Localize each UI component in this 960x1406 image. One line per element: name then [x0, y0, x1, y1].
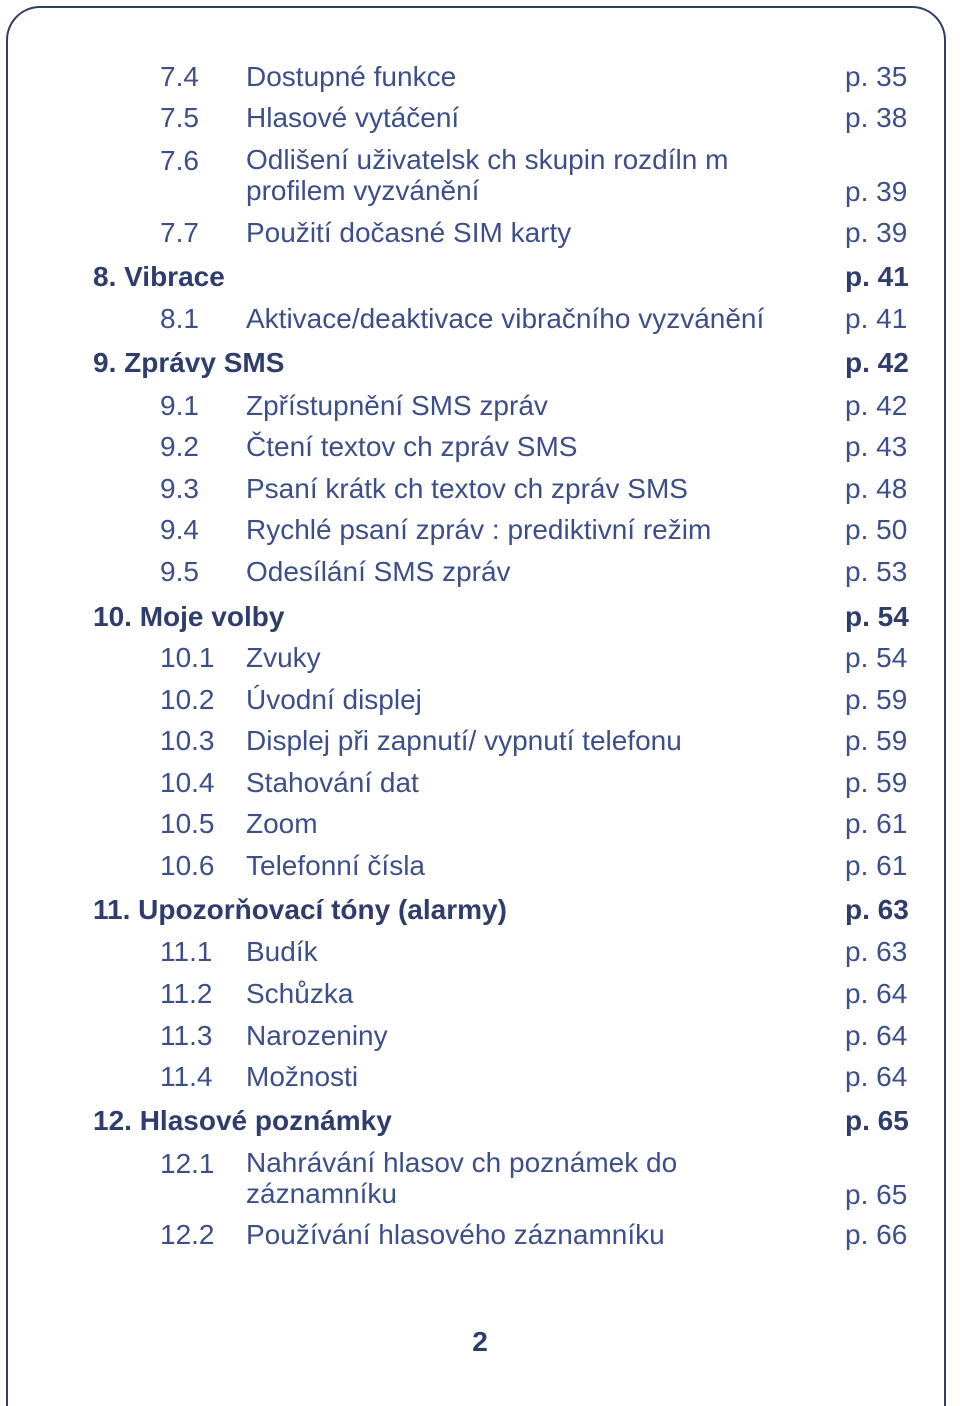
- toc-chapter-title: 12. Hlasové poznámky: [93, 1105, 392, 1136]
- toc-entry-title: Používání hlasového záznamníku: [246, 1219, 665, 1250]
- toc-entry-7-6[interactable]: [0, 144, 960, 216]
- toc-chapter-11[interactable]: [0, 893, 960, 933]
- toc-entry-title: Zvuky: [246, 642, 321, 673]
- toc-entry-page: p. 59: [845, 767, 908, 798]
- toc-entry-number: 9.1: [160, 390, 199, 421]
- toc-entry-page: p. 61: [845, 808, 908, 839]
- toc-entry-number: 11.2: [160, 978, 213, 1009]
- toc-entry-page: p. 41: [845, 303, 908, 334]
- toc-entry-number: 10.3: [160, 725, 215, 756]
- toc-entry-number: 10.2: [160, 684, 215, 715]
- toc-entry-title: Odesílání SMS zpráv: [246, 556, 511, 587]
- toc-entry-title: Hlasové vytáčení: [246, 102, 460, 133]
- toc-entry-9-1[interactable]: [0, 389, 960, 429]
- toc-entry-number: 12.1: [160, 1148, 215, 1179]
- toc-entry-title: Zpřístupnění SMS zpráv: [246, 390, 548, 421]
- toc-entry-10-2[interactable]: [0, 683, 960, 723]
- toc-chapter-12[interactable]: [0, 1104, 960, 1144]
- toc-entry-number: 9.5: [160, 556, 199, 587]
- toc-entry-page: p. 64: [845, 978, 908, 1009]
- toc-entry-11-4[interactable]: [0, 1060, 960, 1100]
- toc-entry-number: 7.4: [160, 61, 199, 92]
- toc-entry-number: 9.3: [160, 473, 199, 504]
- toc-entry-number: 11.1: [160, 936, 213, 967]
- toc-entry-11-1[interactable]: [0, 935, 960, 975]
- toc-entry-page: p. 42: [845, 390, 908, 421]
- toc-chapter-title: 8. Vibrace: [93, 261, 225, 292]
- toc-chapter-page: p. 65: [845, 1105, 909, 1136]
- toc-entry-number: 11.3: [160, 1020, 213, 1051]
- toc-chapter-page: p. 41: [845, 261, 909, 292]
- toc-entry-7-4[interactable]: [0, 60, 960, 100]
- toc-entry-page: p. 65: [845, 1179, 908, 1210]
- page-number: 2: [472, 1326, 488, 1357]
- toc-entry-number: 10.1: [160, 642, 215, 673]
- toc-entry-page: p. 48: [845, 473, 908, 504]
- toc-entry-9-4[interactable]: [0, 513, 960, 553]
- toc-entry-number: 8.1: [160, 303, 199, 334]
- toc-chapter-page: p. 63: [845, 894, 909, 925]
- toc-entry-10-5[interactable]: [0, 807, 960, 847]
- toc-entry-page: p. 43: [845, 431, 908, 462]
- toc-entry-number: 10.5: [160, 808, 215, 839]
- toc-entry-12-1[interactable]: [0, 1147, 960, 1219]
- toc-entry-page: p. 59: [845, 684, 908, 715]
- toc-entry-number: 10.6: [160, 850, 215, 881]
- toc-entry-9-3[interactable]: [0, 472, 960, 512]
- toc-entry-11-2[interactable]: [0, 977, 960, 1017]
- toc-entry-number: 9.4: [160, 514, 199, 545]
- toc-entry-12-2[interactable]: [0, 1218, 960, 1258]
- toc-entry-title: Stahování dat: [246, 767, 419, 798]
- toc-entry-page: p. 53: [845, 556, 908, 587]
- toc-entry-10-3[interactable]: [0, 724, 960, 764]
- toc-entry-title: Čtení textov ch zpráv SMS: [246, 431, 578, 462]
- toc-entry-number: 7.6: [160, 145, 199, 176]
- toc-entry-page: p. 64: [845, 1020, 908, 1051]
- toc-chapter-title: 10. Moje volby: [93, 601, 285, 632]
- toc-entry-page: p. 35: [845, 61, 908, 92]
- toc-entry-title: Aktivace/deaktivace vibračního vyzvánění: [246, 303, 765, 334]
- toc-entry-number: 9.2: [160, 431, 199, 462]
- toc-entry-7-7[interactable]: [0, 216, 960, 256]
- toc-entry-title: Úvodní displej: [246, 684, 422, 715]
- toc-entry-page: p. 59: [845, 725, 908, 756]
- toc-entry-page: p. 39: [845, 217, 908, 248]
- toc-entry-10-1[interactable]: [0, 641, 960, 681]
- toc-entry-10-6[interactable]: [0, 849, 960, 889]
- toc-entry-page: p. 54: [845, 642, 908, 673]
- toc-entry-title: Použití dočasné SIM karty: [246, 217, 572, 248]
- toc-chapter-title: 11. Upozorňovací tóny (alarmy): [93, 894, 507, 925]
- toc-entry-page: p. 61: [845, 850, 908, 881]
- toc-entry-title: Odlišení uživatelsk ch skupin rozdíln m profilem vyzvánění: [246, 144, 729, 206]
- toc-chapter-page: p. 42: [845, 347, 909, 378]
- toc-entry-title: Budík: [246, 936, 318, 967]
- toc-entry-9-5[interactable]: [0, 555, 960, 595]
- toc-entry-number: 12.2: [160, 1219, 215, 1250]
- toc-chapter-9[interactable]: [0, 346, 960, 386]
- toc-entry-page: p. 63: [845, 936, 908, 967]
- toc-entry-number: 7.7: [160, 217, 199, 248]
- toc-entry-page: p. 38: [845, 102, 908, 133]
- toc-entry-page: p. 50: [845, 514, 908, 545]
- toc-chapter-page: p. 54: [845, 601, 909, 632]
- toc-entry-title: Zoom: [246, 808, 318, 839]
- toc-chapter-title: 9. Zprávy SMS: [93, 347, 285, 378]
- toc-entry-number: 7.5: [160, 102, 199, 133]
- toc-entry-title: Možnosti: [246, 1061, 359, 1092]
- toc-entry-10-4[interactable]: [0, 766, 960, 806]
- toc-entry-page: p. 64: [845, 1061, 908, 1092]
- toc-chapter-10[interactable]: [0, 600, 960, 640]
- toc-entry-title: Displej při zapnutí/ vypnutí telefonu: [246, 725, 682, 756]
- toc-entry-11-3[interactable]: [0, 1019, 960, 1059]
- toc-entry-title: Rychlé psaní zpráv : prediktivní režim: [246, 514, 712, 545]
- toc-entry-page: p. 66: [845, 1219, 908, 1250]
- toc-entry-title: Nahrávání hlasov ch poznámek do záznamníku: [246, 1147, 678, 1209]
- toc-entry-number: 10.4: [160, 767, 215, 798]
- toc-entry-page: p. 39: [845, 176, 908, 207]
- toc-chapter-8[interactable]: [0, 260, 960, 300]
- toc-entry-title: Narozeniny: [246, 1020, 388, 1051]
- toc-entry-title: Psaní krátk ch textov ch zpráv SMS: [246, 473, 688, 504]
- toc-entry-7-5[interactable]: [0, 101, 960, 141]
- toc-entry-9-2[interactable]: [0, 430, 960, 470]
- toc-entry-number: 11.4: [160, 1061, 213, 1092]
- toc-entry-title: Dostupné funkce: [246, 61, 457, 92]
- toc-entry-title: Schůzka: [246, 978, 354, 1009]
- toc-entry-title: Telefonní čísla: [246, 850, 425, 881]
- toc-entry-8-1[interactable]: [0, 302, 960, 342]
